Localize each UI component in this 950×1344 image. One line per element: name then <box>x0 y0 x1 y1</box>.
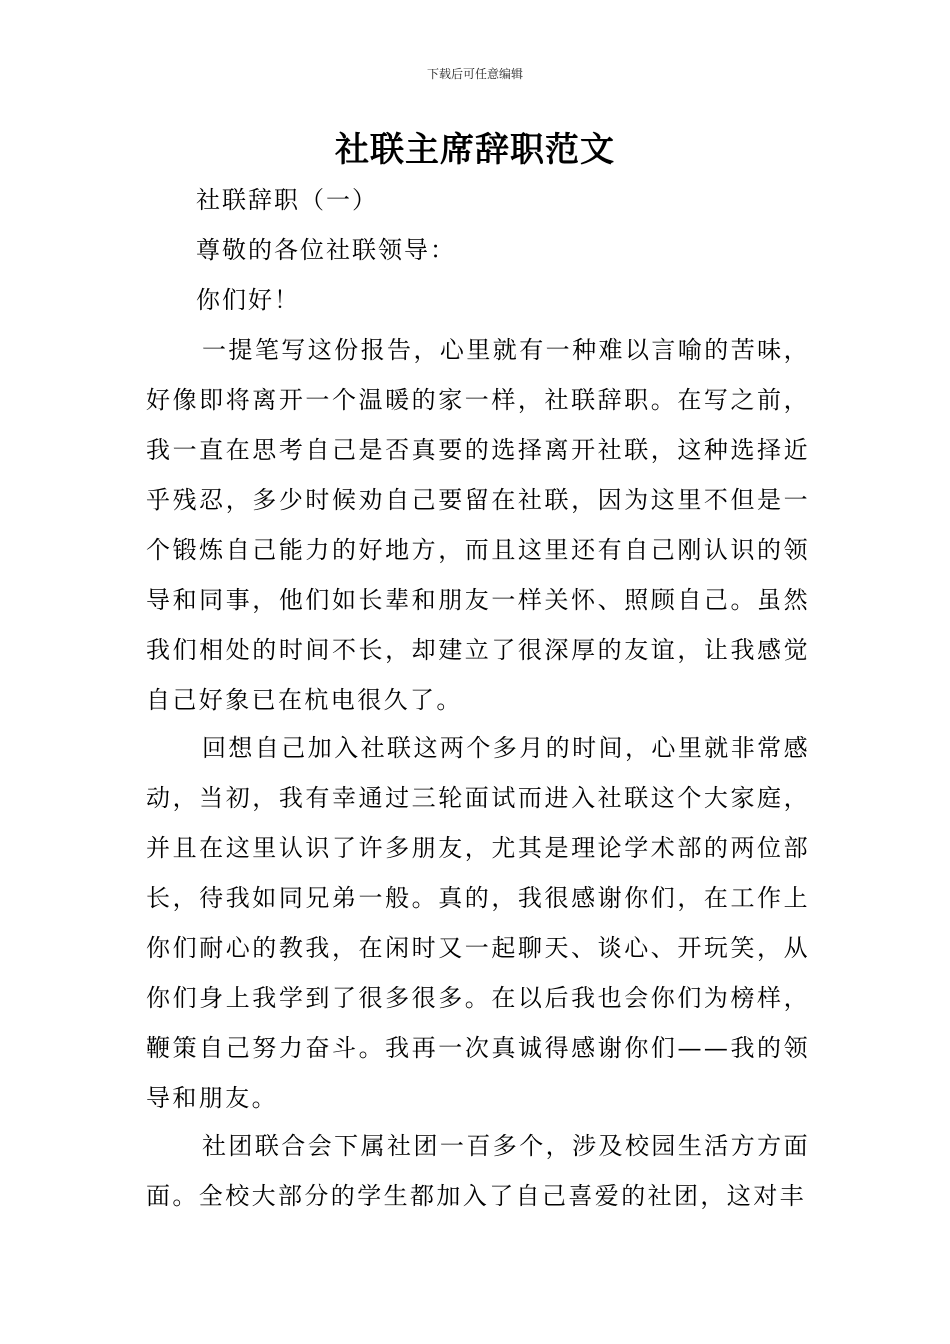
header-note: 下载后可任意编辑 <box>426 67 523 81</box>
paragraph-3: 社团联合会下属社团一百多个，涉及校园生活方方面面。全校大部分的学生都加入了自己喜爱的社团，这对丰 <box>146 1132 810 1210</box>
section-label: 社联辞职（一） <box>196 186 378 214</box>
salutation: 尊敬的各位社联领导： <box>196 236 456 264</box>
paragraph-1: 一提笔写这份报告，心里就有一种难以言喻的苦味，好像即将离开一个温暖的家一样，社联辞职。在写之前，我一直在思考自己是否真要的选择离开社联，这种选择近乎残忍，多少时候劝自己要留在社联，因为这里不但是一个锻炼自己能力的好地方，而且这里还有自己刚认识的领导和同事，他们如长辈和朋友一样关怀、照顾自己。虽然我们相处的时间不长，却建立了很深厚的友谊，让我感觉自己好象已在杭电很久了。 <box>146 336 810 714</box>
greeting: 你们好！ <box>196 286 300 314</box>
paragraph-2: 回想自己加入社联这两个多月的时间，心里就非常感动，当初，我有幸通过三轮面试而进入社联这个大家庭，并且在这里认识了许多朋友，尤其是理论学术部的两位部长，待我如同兄弟一般。真的，我很感谢你们，在工作上你们耐心的教我，在闲时又一起聊天、谈心、开玩笑，从你们身上我学到了很多很多。在以后我也会你们为榜样，鞭策自己努力奋斗。我再一次真诚得感谢你们——我的领导和朋友。 <box>146 734 810 1112</box>
document-title: 社联主席辞职范文 <box>335 130 615 170</box>
